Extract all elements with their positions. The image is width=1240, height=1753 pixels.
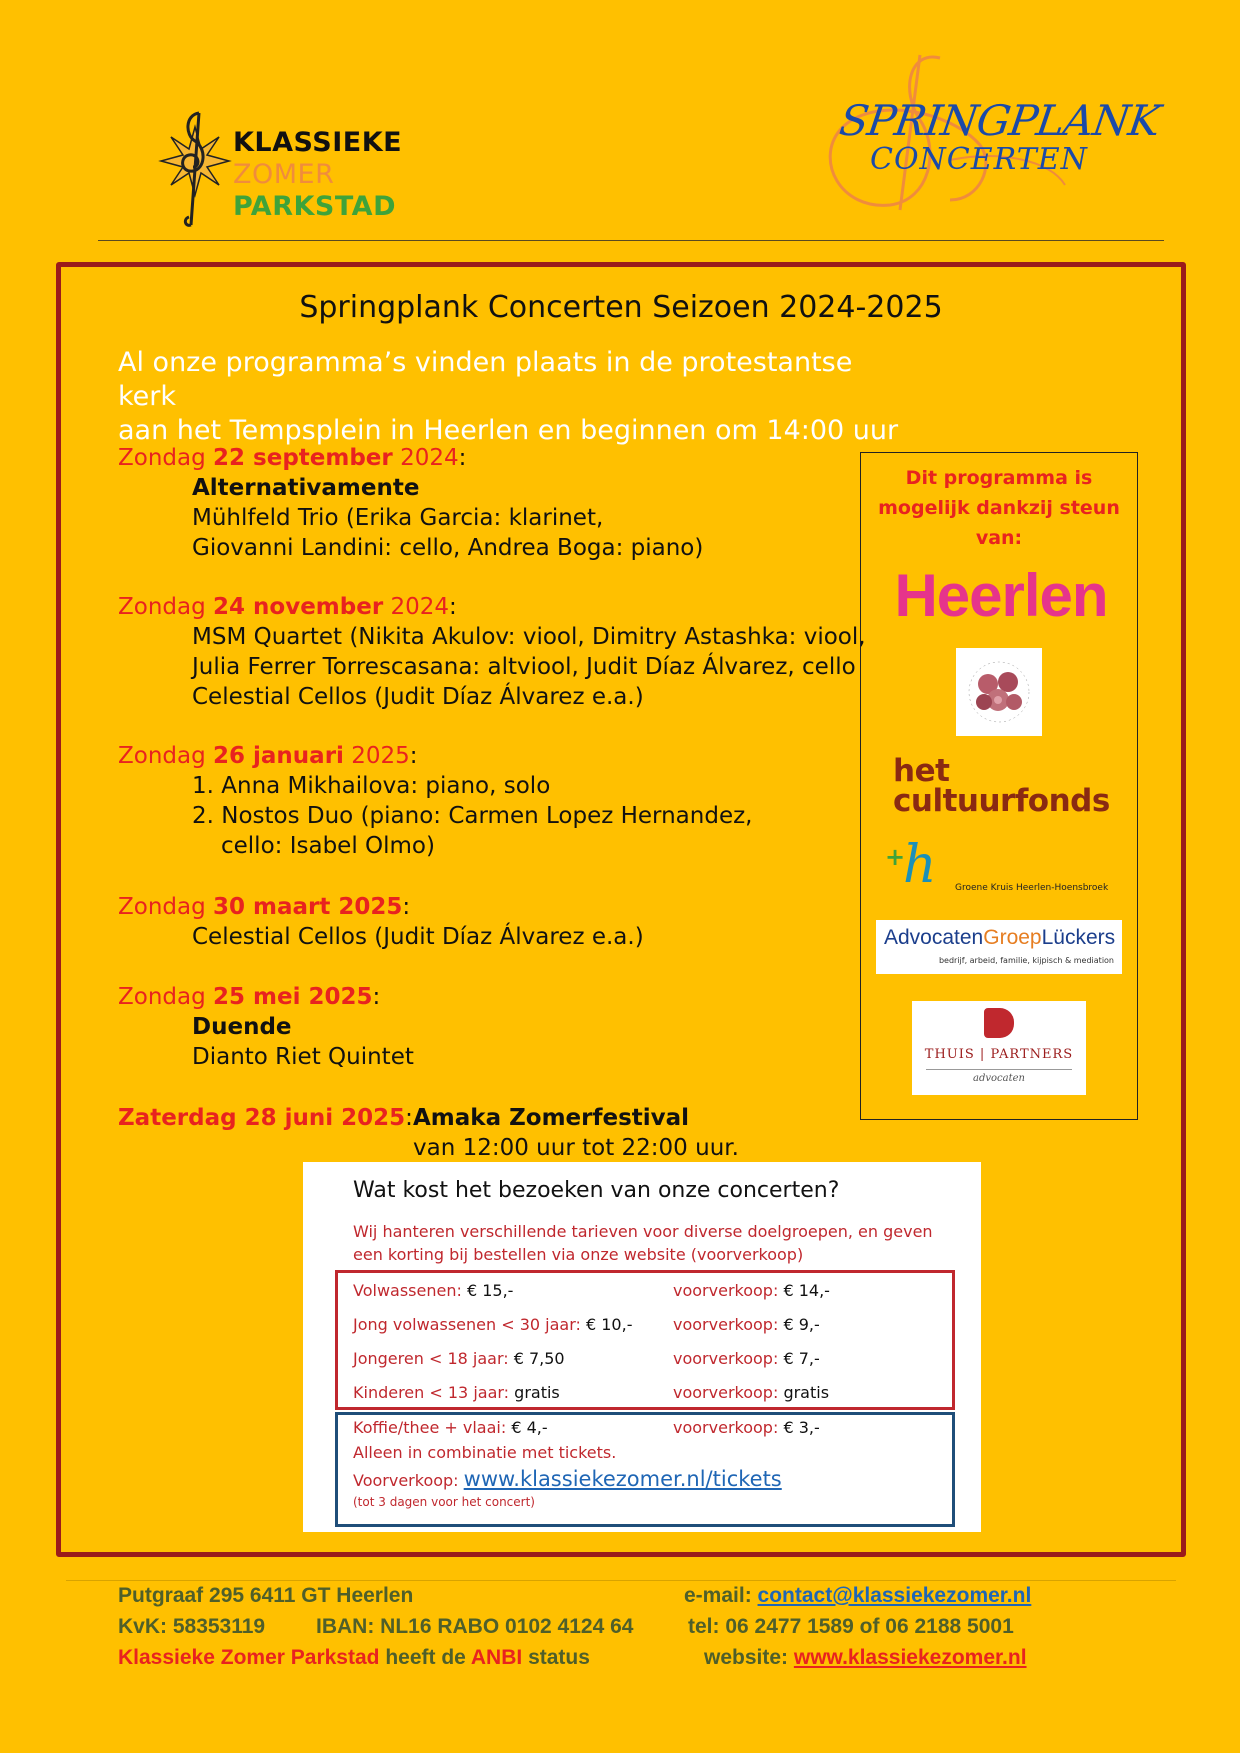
- event-line: Celestial Cellos (Judit Díaz Álvarez e.a.): [192, 924, 644, 950]
- event-2: [118, 592, 866, 712]
- email-link[interactable]: contact@klassiekezomer.nl: [757, 1584, 1032, 1607]
- footer-iban: IBAN: NL16 RABO 0102 4124 64: [316, 1615, 634, 1638]
- footer-email: e-mail: contact@klassiekezomer.nl: [684, 1584, 1032, 1607]
- price-row: Jongeren < 18 jaar: € 7,50: [353, 1349, 565, 1368]
- pricing-description: Wij hanteren verschillende tarieven voor diverse doelgroepen, en geven een korting bij bestellen via onze website (voorverkoop): [353, 1222, 933, 1264]
- event-3: [118, 741, 752, 861]
- event-line: Duende: [192, 1014, 292, 1040]
- footer-address: Putgraaf 295 6411 GT Heerlen: [118, 1584, 414, 1607]
- event-6: [118, 1103, 413, 1133]
- klassieke-zomer-parkstad-logo: [155, 105, 405, 235]
- logo-sc-line2: CONCERTEN: [870, 142, 1088, 177]
- price-row: Jong volwassenen < 30 jaar: € 10,-: [353, 1315, 633, 1334]
- event-line: Amaka Zomerfestival: [413, 1105, 690, 1131]
- footer-website: website: www.klassiekezomer.nl: [704, 1646, 1027, 1669]
- intro-line1: Al onze programma’s vinden plaats in de protestantse kerk: [118, 347, 853, 412]
- presale-price: voorverkoop: € 7,-: [673, 1349, 820, 1368]
- event-date: Zondag 25 mei 2025:: [118, 984, 381, 1010]
- groene-kruis-logo: + h Groene Kruis Heerlen-Hoensbroek: [885, 835, 1109, 895]
- presale-line: Voorverkoop: www.klassiekezomer.nl/tickets: [353, 1467, 782, 1491]
- event-6-details: [413, 1103, 739, 1163]
- footer-divider: [66, 1580, 1176, 1581]
- h-letter-icon: h: [903, 835, 937, 895]
- page-title: Springplank Concerten Seizoen 2024-2025: [299, 290, 943, 325]
- intro-line2: aan het Tempsplein in Heerlen en beginnen om 14:00 uur: [118, 415, 899, 446]
- logo-kzp-line3: PARKSTAD: [233, 191, 396, 222]
- event-5: [118, 982, 414, 1072]
- sponsors-box: [860, 452, 1138, 1120]
- event-date: Zaterdag 28 juni 2025:: [118, 1105, 413, 1131]
- event-line: Julia Ferrer Torrescasana: altviool, Judit Díaz Álvarez, cello: [192, 654, 856, 680]
- event-line: 1. Anna Mikhailova: piano, solo: [192, 773, 551, 799]
- rosas-logo: [956, 648, 1042, 736]
- logo-sc-line1: SPRINGPLANK: [836, 96, 1163, 145]
- event-date: Zondag 24 november 2024:: [118, 594, 457, 620]
- cultuurfonds-logo: het cultuurfonds: [893, 753, 1110, 819]
- header-divider: [98, 240, 1164, 241]
- logo-kzp-line2: ZOMER: [233, 159, 335, 190]
- treble-clef-sun-icon: [155, 105, 235, 230]
- thuis-partners-mark-icon: [984, 1008, 1014, 1038]
- tickets-link[interactable]: www.klassiekezomer.nl/tickets: [463, 1467, 782, 1491]
- event-4: [118, 892, 644, 952]
- heerlen-logo: Heerlen: [894, 562, 1108, 629]
- event-line: Giovanni Landini: cello, Andrea Boga: piano): [192, 535, 704, 561]
- intro-text: [118, 346, 918, 448]
- price-row: Volwassenen: € 15,-: [353, 1281, 514, 1300]
- footer-anbi: Klassieke Zomer Parkstad heeft de ANBI status: [118, 1646, 590, 1669]
- presale-price: voorverkoop: gratis: [673, 1383, 830, 1402]
- event-line: MSM Quartet (Nikita Akulov: viool, Dimitry Astashka: viool,: [192, 624, 866, 650]
- pricing-panel: [303, 1162, 981, 1532]
- pricing-title: Wat kost het bezoeken van onze concerten?: [353, 1178, 840, 1203]
- price-row: Kinderen < 13 jaar: gratis: [353, 1383, 560, 1402]
- event-date: Zondag 26 januari 2025:: [118, 743, 418, 769]
- presale-price: voorverkoop: € 3,-: [673, 1418, 820, 1437]
- website-link[interactable]: www.klassiekezomer.nl: [793, 1646, 1027, 1669]
- presale-price: voorverkoop: € 9,-: [673, 1315, 820, 1334]
- sponsors-title: Dit programma is mogelijk dankzij steun van:: [878, 467, 1120, 549]
- logo-kzp-line1: KLASSIEKE: [233, 127, 403, 158]
- thuis-partners-logo: THUIS | PARTNERS advocaten: [912, 1001, 1086, 1095]
- presale-deadline-note: (tot 3 dagen voor het concert): [353, 1495, 535, 1509]
- event-line: 2. Nostos Duo (piano: Carmen Lopez Hernandez,: [192, 803, 753, 829]
- event-line: Alternativamente: [192, 475, 420, 501]
- event-line: Mühlfeld Trio (Erika Garcia: klarinet,: [192, 505, 604, 531]
- plus-icon: +: [885, 843, 906, 871]
- advocatengroep-luckers-logo: AdvocatenGroepLückers bedrijf, arbeid, familie, kijpisch & mediation: [876, 920, 1122, 974]
- price-row: Koffie/thee + vlaai: € 4,-: [353, 1418, 548, 1437]
- footer-kvk: KvK: 58353119: [118, 1615, 266, 1638]
- event-line: cello: Isabel Olmo): [221, 833, 435, 859]
- event-line: Celestial Cellos (Judit Díaz Álvarez e.a.): [192, 684, 644, 710]
- event-line: van 12:00 uur tot 22:00 uur.: [413, 1135, 739, 1161]
- presale-price: voorverkoop: € 14,-: [673, 1281, 830, 1300]
- event-date: Zondag 22 september 2024:: [118, 445, 467, 471]
- event-date: Zondag 30 maart 2025:: [118, 894, 411, 920]
- event-1: [118, 443, 703, 563]
- footer-tel: tel: 06 2477 1589 of 06 2188 5001: [688, 1615, 1014, 1638]
- event-line: Dianto Riet Quintet: [192, 1044, 414, 1070]
- combination-note: Alleen in combinatie met tickets.: [353, 1443, 617, 1462]
- springplank-concerten-logo: [800, 50, 1163, 220]
- rose-bouquet-icon: [956, 648, 1042, 736]
